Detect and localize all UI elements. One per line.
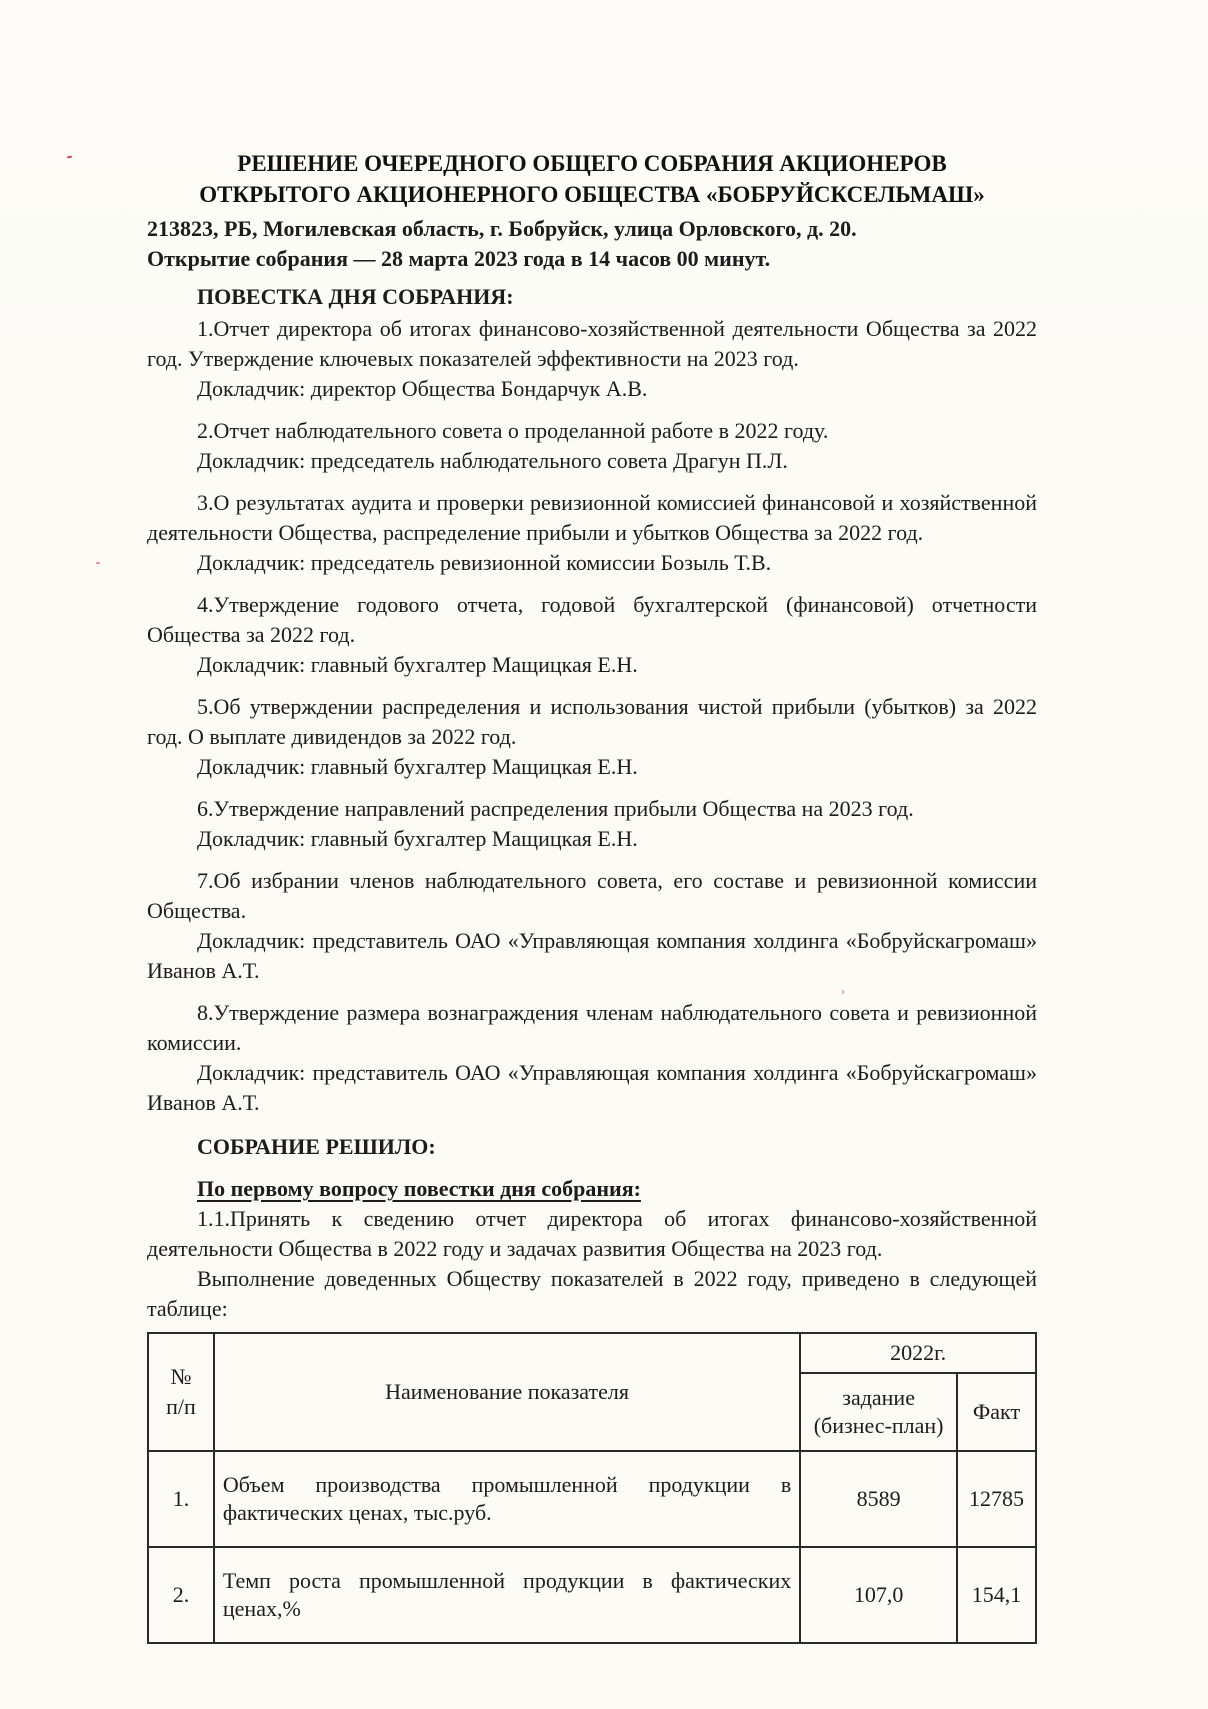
agenda-item-text: 4.Утверждение годового отчета, годовой бухгалтерской (финансовой) отчетности Общества за 2022 год. — [147, 592, 1037, 647]
kpi-row-name: Темп роста промышленной продукции в фактических ценах,% — [214, 1547, 800, 1643]
agenda-item-text: 8.Утверждение размера вознаграждения членам наблюдательного совета и ревизионной комиссии. — [147, 1000, 1037, 1055]
kpi-table-header-num — [148, 1333, 214, 1451]
agenda-item-speaker: Докладчик: главный бухгалтер Мащицкая Е.Н. — [197, 826, 638, 851]
kpi-table-row — [148, 1547, 1036, 1643]
agenda-heading: ПОВЕСТКА ДНЯ СОБРАНИЯ: — [197, 284, 514, 309]
kpi-table-header-name: Наименование показателя — [214, 1333, 800, 1451]
agenda-item — [147, 998, 1037, 1118]
kpi-table — [147, 1332, 1037, 1644]
kpi-table-row — [148, 1451, 1036, 1547]
agenda-item-text: 5.Об утверждении распределения и использования чистой прибыли (убытков) за 2022 год. О выплате дивидендов за 2022 год. — [147, 694, 1037, 749]
agenda-item — [147, 590, 1037, 680]
red-scan-speck — [67, 156, 72, 159]
question1-heading — [147, 1174, 1037, 1204]
agenda-item-speaker: Докладчик: главный бухгалтер Мащицкая Е.Н. — [197, 652, 638, 677]
table-intro: Выполнение доведенных Обществу показателей в 2022 году, приведено в следующей таблице: — [147, 1266, 1037, 1321]
agenda-item-speaker: Докладчик: председатель наблюдательного совета Драгун П.Л. — [197, 448, 788, 473]
kpi-table-header-num-line1: № — [170, 1364, 192, 1389]
kpi-row-fact: 154,1 — [957, 1547, 1036, 1643]
kpi-table-header-year: 2022г. — [800, 1333, 1036, 1373]
agenda-item — [147, 692, 1037, 782]
kpi-row-plan: 107,0 — [800, 1547, 957, 1643]
document-title — [147, 148, 1037, 210]
kpi-row-num: 1. — [148, 1451, 214, 1547]
agenda-item — [147, 866, 1037, 986]
kpi-table-header-num-line2: п/п — [166, 1394, 196, 1419]
kpi-row-name: Объем производства промышленной продукции в фактических ценах, тыс.руб. — [214, 1451, 800, 1547]
question1-heading-text: По первому вопросу повестки дня собрания: — [197, 1176, 641, 1201]
agenda-item-speaker: Докладчик: главный бухгалтер Мащицкая Е.Н. — [197, 754, 638, 779]
kpi-row-num: 2. — [148, 1547, 214, 1643]
agenda-item-speaker: Докладчик: председатель ревизионной комиссии Бозыль Т.В. — [197, 550, 772, 575]
agenda-item — [147, 488, 1037, 578]
agenda-item-text: 2.Отчет наблюдательного совета о проделанной работе в 2022 году. — [197, 418, 829, 443]
meeting-opening-datetime: Открытие собрания — 28 марта 2023 года в 14 часов 00 минут. — [147, 246, 771, 271]
kpi-table-header-plan: задание (бизнес-план) — [800, 1373, 957, 1451]
document-body — [147, 148, 1037, 1644]
agenda-item-text: 7.Об избрании членов наблюдательного совета, его составе и ревизионной комиссии Общества. — [147, 868, 1037, 923]
kpi-row-plan: 8589 — [800, 1451, 957, 1547]
red-scan-speck — [96, 562, 100, 564]
agenda-item-text: 3.О результатах аудита и проверки ревизионной комиссией финансовой и хозяйственной деятельности Общества, распределение прибыли и убытков Общества за 2022 год. — [147, 490, 1037, 545]
clause-1-1: 1.1.Принять к сведению отчет директора об итогах финансово-хозяйственной деятельности Общества в 2022 году и задачах развития Общества на 2023 год. — [147, 1206, 1037, 1261]
company-address: 213823, РБ, Могилевская область, г. Бобруйск, улица Орловского, д. 20. — [147, 216, 857, 241]
kpi-row-fact: 12785 — [957, 1451, 1036, 1547]
agenda-item — [147, 314, 1037, 404]
resolution-heading: СОБРАНИЕ РЕШИЛО: — [197, 1134, 436, 1159]
agenda-item-text: 1.Отчет директора об итогах финансово-хозяйственной деятельности Общества за 2022 год. Утверждение ключевых показателей эффективности на 2023 год. — [147, 316, 1037, 371]
agenda-item-speaker: Докладчик: представитель ОАО «Управляющая компания холдинга «Бобруйскагромаш» Иванов А.Т. — [147, 1060, 1037, 1115]
agenda-item — [147, 416, 1037, 476]
agenda-item-speaker: Докладчик: директор Общества Бондарчук А.В. — [197, 376, 648, 401]
agenda-item-text: 6.Утверждение направлений распределения прибыли Общества на 2023 год. — [197, 796, 914, 821]
agenda-item-speaker: Докладчик: представитель ОАО «Управляющая компания холдинга «Бобруйскагромаш» Иванов А.Т. — [147, 928, 1037, 983]
document-title-line2: ОТКРЫТОГО АКЦИОНЕРНОГО ОБЩЕСТВА «БОБРУЙСКСЕЛЬМАШ» — [199, 182, 985, 207]
kpi-table-header-fact: Факт — [957, 1373, 1036, 1451]
document-title-line1: РЕШЕНИЕ ОЧЕРЕДНОГО ОБЩЕГО СОБРАНИЯ АКЦИОНЕРОВ — [237, 151, 947, 176]
agenda-item — [147, 794, 1037, 854]
